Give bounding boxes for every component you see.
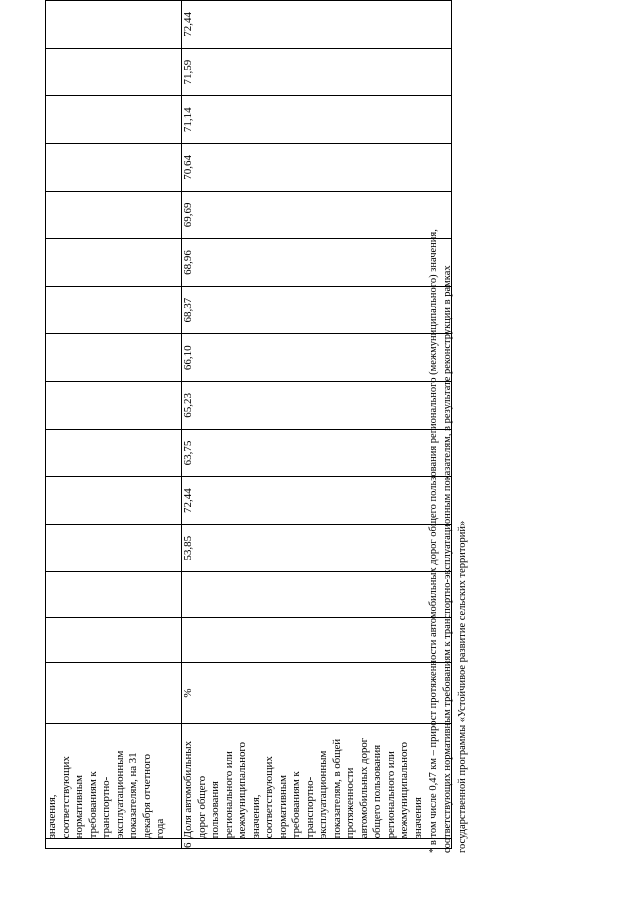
value-cell xyxy=(46,239,182,287)
indicator-line: показателям, на 31 xyxy=(127,752,140,839)
indicator-line: пользования xyxy=(209,781,222,839)
indicator-line: требованиям к xyxy=(290,771,303,839)
indicator-line: эксплуатационным xyxy=(317,750,330,839)
indicator-line: транспортно- xyxy=(100,776,113,839)
table-row xyxy=(46,1,182,849)
indicator-line: межмуниципального xyxy=(398,742,411,839)
value-cell: 65,23 xyxy=(182,382,452,430)
unit-cell xyxy=(46,662,182,723)
value-cell: 53,85 xyxy=(182,524,452,572)
indicator-line: декабря отчетного xyxy=(140,754,153,839)
value-cell: 70,64 xyxy=(182,144,452,192)
value-cell xyxy=(46,96,182,144)
value-cell: 66,10 xyxy=(182,334,452,382)
value-cell xyxy=(46,1,182,49)
indicator-line: значения, xyxy=(46,794,58,839)
value-cell xyxy=(46,572,182,617)
row-number xyxy=(46,839,182,849)
indicator-line: автомобильных дорог xyxy=(357,737,370,839)
footnote-line: * в том числе 0,47 км – прирост протяженности автомобильных дорог общего пользования регионального (межмуниципального) значения, xyxy=(428,229,439,853)
value-cell xyxy=(46,524,182,572)
footnote xyxy=(427,38,470,853)
indicator-line: соответствующих xyxy=(263,756,276,839)
indicator-line: регионального или xyxy=(384,751,397,839)
indicator-line: Доля автомобильных xyxy=(182,741,194,839)
footnote-line: соответствующих нормативным требованиям к транспортно-эксплуатационным показателям, в результате реконструкции в рамках xyxy=(442,265,454,853)
indicator-line: нормативным xyxy=(73,775,86,839)
value-cell xyxy=(182,617,452,662)
value-cell xyxy=(46,429,182,477)
indicator-line: транспортно- xyxy=(303,776,316,839)
row-number: 6 xyxy=(182,839,452,849)
value-cell xyxy=(46,617,182,662)
indicator-line: требованиям к xyxy=(86,771,99,839)
indicator-line: эксплуатационным xyxy=(113,750,126,839)
indicator-line: значения xyxy=(411,797,424,839)
value-cell: 68,96 xyxy=(182,239,452,287)
value-cell: 69,69 xyxy=(182,191,452,239)
value-cell: 63,75 xyxy=(182,429,452,477)
indicator-line: общего пользования xyxy=(371,744,384,839)
value-cell: 72,44 xyxy=(182,1,452,49)
value-cell xyxy=(46,286,182,334)
value-cell xyxy=(182,572,452,617)
indicator-line: межмуниципального xyxy=(236,742,249,839)
indicator-line: дорог общего xyxy=(195,775,208,839)
value-cell xyxy=(46,477,182,525)
value-cell xyxy=(46,48,182,96)
indicator-line: соответствующих xyxy=(59,756,72,839)
indicator-line: показателям, в общей xyxy=(330,738,343,839)
value-cell: 72,44 xyxy=(182,477,452,525)
indicator-line: нормативным xyxy=(276,775,289,839)
unit-cell: % xyxy=(182,662,452,723)
indicator-line: регионального или xyxy=(222,751,235,839)
value-cell: 71,59 xyxy=(182,48,452,96)
value-cell xyxy=(46,334,182,382)
footnote-line: государственной программы «Устойчивое развитие сельских территорий» xyxy=(456,520,468,853)
indicator-name xyxy=(46,724,182,839)
value-cell xyxy=(46,382,182,430)
value-cell xyxy=(46,144,182,192)
indicator-line: года xyxy=(154,818,167,839)
table-row xyxy=(182,1,452,849)
indicator-line: значения, xyxy=(249,794,262,839)
indicator-name xyxy=(182,724,452,839)
value-cell xyxy=(46,191,182,239)
indicators-table xyxy=(45,0,452,849)
value-cell: 68,37 xyxy=(182,286,452,334)
value-cell: 71,14 xyxy=(182,96,452,144)
indicator-line: протяженности xyxy=(344,767,357,839)
